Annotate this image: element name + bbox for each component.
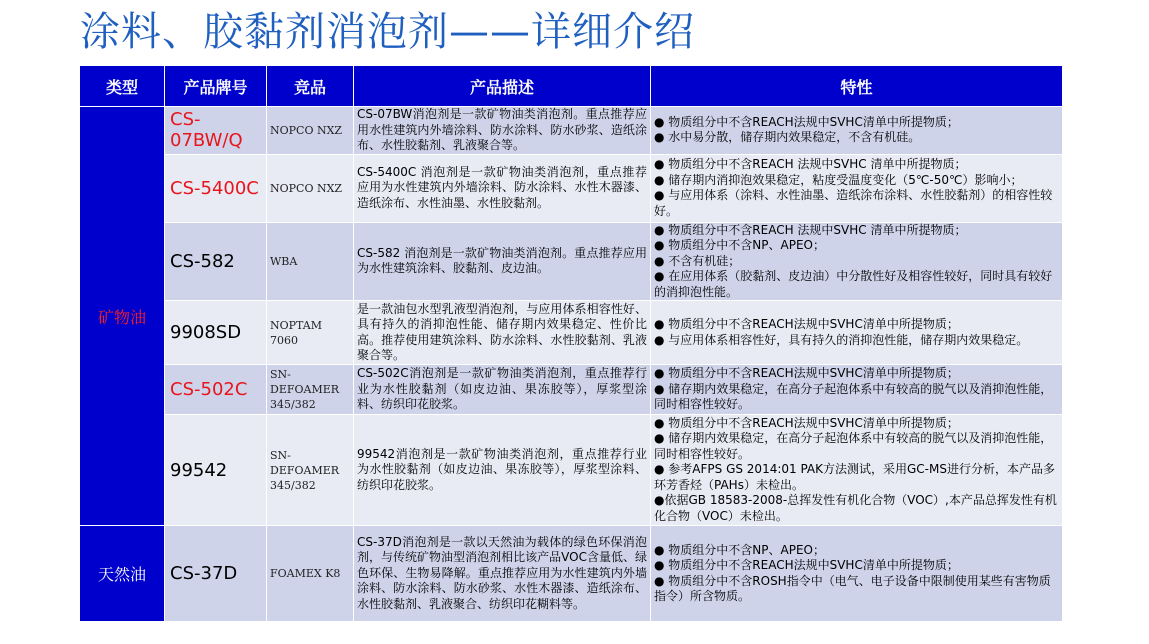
competitor-cell: SN-DEFOAMER 345/382 (267, 365, 354, 415)
description-cell: CS-502C消泡剂是一款矿物油类消泡剂，重点推荐行业为水性胶黏剂（如皮边油、果冻胶等），厚浆型涂料、纺织印花胶浆。 (354, 365, 651, 415)
model-cell: 99542 (165, 415, 267, 526)
table-row (80, 222, 1063, 301)
description-cell: CS-582 消泡剂是一款矿物油类消泡剂。重点推荐应用为水性建筑涂料、胶黏剂、皮边油。 (354, 222, 651, 301)
header-competitor: 竞品 (267, 66, 354, 107)
feature-item: ● 物质组分中不含REACH法规中SVHC清单中所提物质； (654, 366, 959, 381)
feature-item: ● 物质组分中不含REACH法规中SVHC清单中所提物质； (654, 114, 959, 129)
feature-item: ● 储存期内消抑泡效果稳定，粘度受温度变化（5℃-50℃）影响小； (654, 172, 1023, 187)
description-cell: CS-07BW消泡剂是一款矿物油类消泡剂。重点推荐应用水性建筑内外墙涂料、防水涂料、防水砂浆、造纸涂布、水性胶黏剂、乳液聚合等。 (354, 107, 651, 155)
model-cell: CS-582 (165, 222, 267, 301)
feature-item: ● 物质组分中不含REACH 法规中SVHC 清单中所提物质； (654, 157, 967, 171)
header-features: 特性 (651, 66, 1063, 107)
model-cell: CS-502C (165, 365, 267, 415)
table-row (80, 107, 1063, 155)
feature-item: ● 物质组分中不含REACH法规中SVHC清单中所提物质； (654, 317, 959, 331)
competitor-cell: NOPCO NXZ (267, 154, 354, 222)
table-row (80, 301, 1063, 365)
competitor-cell: NOPTAM 7060 (267, 301, 354, 365)
feature-item: ● 参考AFPS GS 2014:01 PAK方法测试，采用GC-MS进行分析，本产品多环芳香烃（PAHs）未检出。 (654, 462, 1055, 492)
header-description: 产品描述 (354, 66, 651, 107)
features-cell (651, 526, 1063, 622)
competitor-cell: SN-DEFOAMER 345/382 (267, 415, 354, 526)
feature-item: ● 储存期内效果稳定，在高分子起泡体系中有较高的脱气以及消抑泡性能，同时相容性较好。 (654, 431, 1053, 461)
page-title: 涂料、胶黏剂消泡剂——详细介绍 (80, 9, 695, 55)
description-cell: CS-5400C 消泡剂是一款矿物油类消泡剂，重点推荐应用为水性建筑内外墙涂料、防水涂料、水性木器漆、造纸涂布、水性油墨、水性胶黏剂。 (354, 154, 651, 222)
feature-item: ● 物质组分中不含NP、APEO； (654, 238, 825, 252)
model-cell: CS-37D (165, 526, 267, 622)
feature-item: ● 物质组分中不含REACH法规中SVHC清单中所提物质； (654, 415, 959, 430)
feature-item: ● 与应用体系（涂料、水性油墨、造纸涂布涂料、水性胶黏剂）的相容性较好。 (654, 188, 1053, 218)
description-cell: 是一款油包水型乳液型消泡剂，与应用体系相容性好、具有持久的消抑泡性能、储存期内效果稳定、性价比高。推荐使用建筑涂料、防水涂料、水性胶黏剂、乳液聚合等。 (354, 301, 651, 365)
feature-item: ● 与应用体系相容性好，具有持久的消抑泡性能，储存期内效果稳定。 (654, 332, 1029, 347)
table-row (80, 526, 1063, 622)
feature-item: ● 储存期内效果稳定，在高分子起泡体系中有较高的脱气以及消抑泡性能，同时相容性较好。 (654, 381, 1053, 412)
feature-item: ● 物质组分中不含REACH 法规中SVHC 清单中所提物质； (654, 222, 967, 237)
model-cell: 9908SD (165, 301, 267, 365)
features-cell (651, 154, 1063, 222)
model-cell: CS-5400C (165, 154, 267, 222)
description-cell: 99542消泡剂是一款矿物油类消泡剂，重点推荐行业为水性胶黏剂（如皮边油、果冻胶等），厚浆型涂料、纺织印花胶浆。 (354, 415, 651, 526)
description-cell: CS-37D消泡剂是一款以天然油为载体的绿色环保消泡剂，与传统矿物油型消泡剂相比该产品VOC含量低、绿色环保、生物易降解。重点推荐应用为水性建筑内外墙涂料、防水涂料、防水砂浆、水性木器漆、造纸涂布、水性胶黏剂、乳液聚合、纺织印花糊料等。 (354, 526, 651, 622)
feature-item: ●依据GB 18583-2008-总挥发性有机化合物（VOC）,本产品总挥发性有机化合物（VOC）未检出。 (654, 493, 1057, 523)
features-cell (651, 301, 1063, 365)
features-cell (651, 365, 1063, 415)
table-header-row (80, 66, 1063, 107)
header-model: 产品牌号 (165, 66, 267, 107)
product-table (79, 65, 1063, 622)
competitor-cell: FOAMEX K8 (267, 526, 354, 622)
table-row (80, 415, 1063, 526)
feature-item: ● 物质组分中不含NP、APEO； (654, 542, 825, 557)
category-mineral-oil: 矿物油 (80, 107, 165, 526)
category-natural-oil: 天然油 (80, 526, 165, 622)
feature-item: ● 物质组分中不含ROSH指令中（电气、电子设备中限制使用某些有害物质指令）所含物质。 (654, 573, 1051, 603)
features-cell (651, 107, 1063, 155)
table-row (80, 365, 1063, 415)
feature-item: ● 在应用体系（胶黏剂、皮边油）中分散性好及相容性较好，同时具有较好的消抑泡性能。 (654, 269, 1053, 299)
features-cell (651, 222, 1063, 301)
competitor-cell: WBA (267, 222, 354, 301)
table-row (80, 154, 1063, 222)
competitor-cell: NOPCO NXZ (267, 107, 354, 155)
feature-item: ● 水中易分散，储存期内效果稳定，不含有机硅。 (654, 130, 921, 145)
feature-item: ● 不含有机硅； (654, 253, 741, 268)
features-cell (651, 415, 1063, 526)
model-cell: CS-07BW/Q (165, 107, 267, 155)
header-type: 类型 (80, 66, 165, 107)
feature-item: ● 物质组分中不含REACH法规中SVHC清单中所提物质； (654, 558, 959, 572)
